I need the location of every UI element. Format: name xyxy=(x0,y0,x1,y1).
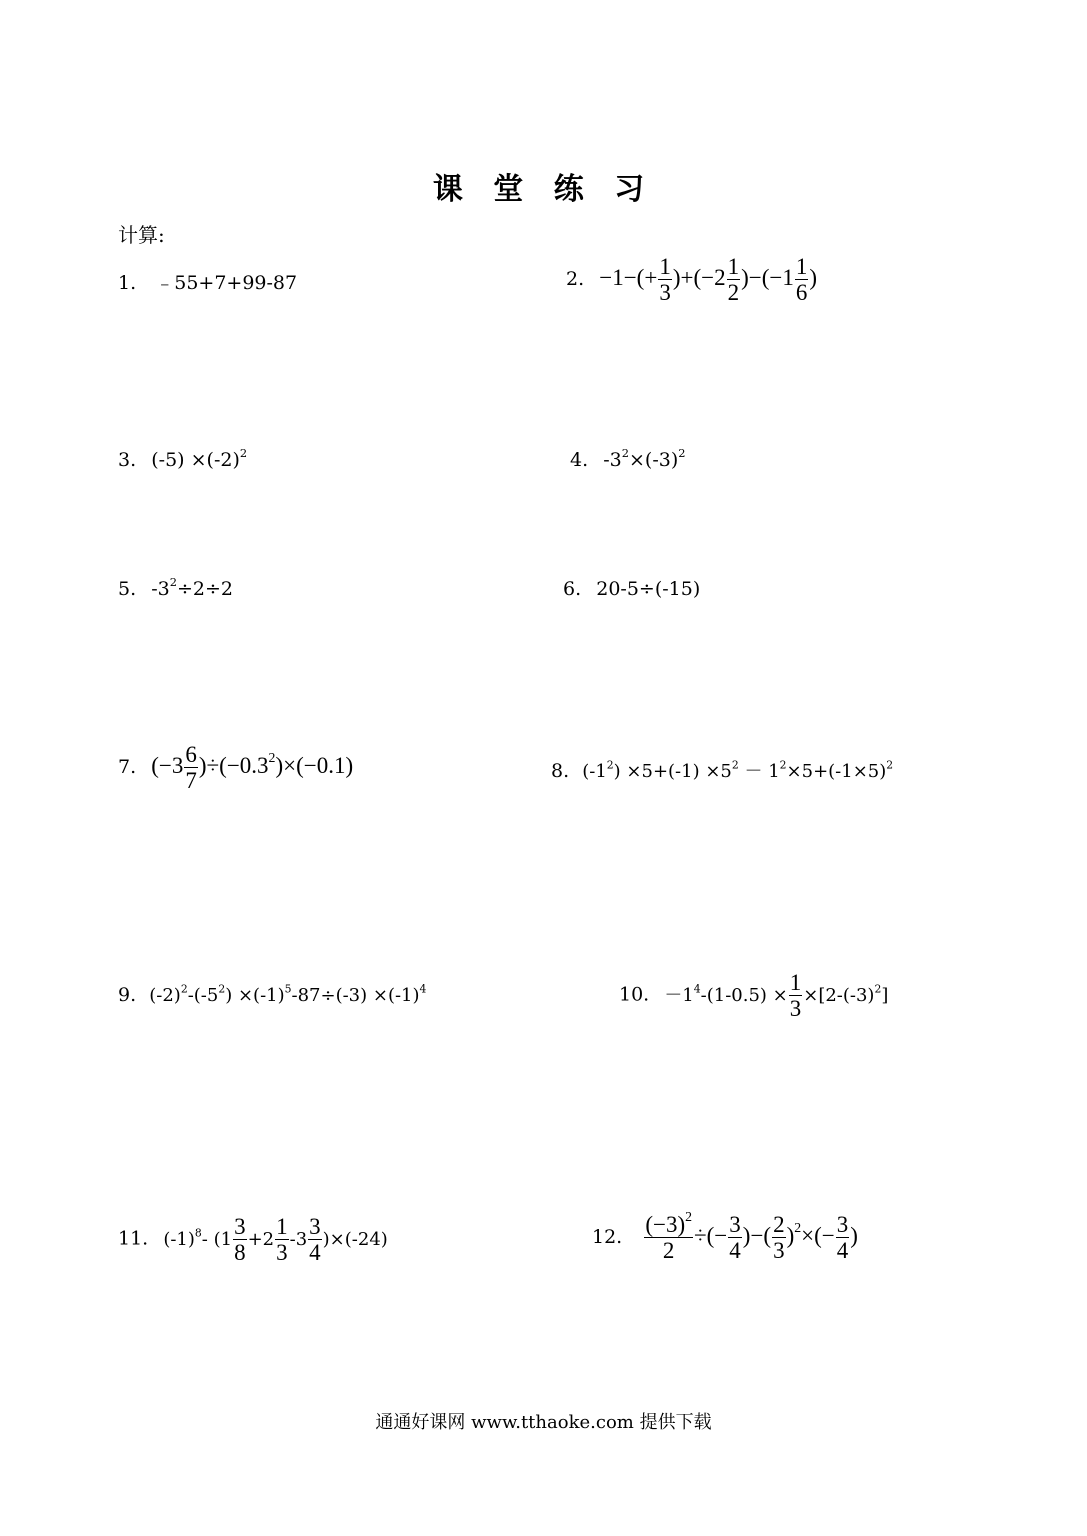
problem-1 xyxy=(118,268,297,295)
problem-expression: $-1^4-(1-0.5)$ × $\frac{1}{3}$ $\times[2-(-3)^2]$ xyxy=(664,970,889,1021)
problem-number: 12. xyxy=(592,1225,623,1248)
problem-expression: ﹣55+7+99-87 xyxy=(155,272,298,294)
problem-expression: 20-5÷(-15) xyxy=(596,578,701,600)
fraction: $\frac{3}{8}$ xyxy=(234,1214,246,1265)
problem-number: 3. xyxy=(118,449,137,471)
problem-expression: $-3^2\times(-3)^2$ xyxy=(603,445,686,471)
problem-6 xyxy=(563,578,700,600)
fraction: $\frac{3}{4}$ xyxy=(836,1212,849,1263)
fraction: $\frac{6}{7}$ xyxy=(185,742,197,793)
problem-expression: $\frac{(-3)^2}{2}$ ÷(− $\frac{3}{4}$ )−( $\frac{2}{3}$ )$^2$×(− $\frac{3}{4}$ ) xyxy=(645,1208,858,1263)
fraction: $\frac{1}{3}$ xyxy=(276,1214,288,1265)
problem-number: 5. xyxy=(118,578,137,600)
fraction: $\frac{3}{4}$ xyxy=(309,1214,321,1265)
problem-12 xyxy=(592,1208,858,1263)
problem-expression: $-3^2\div 2\div 2$ xyxy=(151,574,234,600)
problem-7 xyxy=(118,742,353,793)
problem-10 xyxy=(619,970,888,1021)
problem-number: 7. xyxy=(118,755,137,778)
problem-9 xyxy=(118,984,426,1006)
problem-expression: −1−(+ $\frac{1}{3}$ )+(−2 $\frac{1}{2}$ )−(−1 $\frac{1}{6}$ ) xyxy=(599,254,818,305)
problem-number: 8. xyxy=(551,760,570,782)
fraction: $\frac{1}{2}$ xyxy=(727,254,740,305)
fraction: $\frac{3}{4}$ xyxy=(729,1212,741,1263)
problem-number: 11. xyxy=(118,1227,149,1250)
problem-number: 4. xyxy=(570,449,589,471)
problem-5 xyxy=(118,574,234,600)
problem-3 xyxy=(118,445,248,471)
fraction: $\frac{1}{3}$ xyxy=(789,970,802,1021)
problem-number: 10. xyxy=(619,983,650,1006)
problem-expression: $(-5) \times(-2)^2$ xyxy=(151,445,248,471)
problem-11 xyxy=(118,1214,388,1265)
problem-number: 2. xyxy=(566,267,585,290)
problem-number: 9. xyxy=(118,984,137,1006)
fraction: $\frac{1}{6}$ xyxy=(795,254,808,305)
problem-expression: $(-1)^8-$ (1 $\frac{3}{8}$ +2 $\frac{1}{3}$ -3 $\frac{3}{4}$ )×(-24) xyxy=(163,1214,388,1265)
fraction: $\frac{1}{3}$ xyxy=(659,254,671,305)
problem-8 xyxy=(551,757,893,783)
fraction: $\frac{2}{3}$ xyxy=(773,1212,785,1263)
instruction-label: 计算: xyxy=(118,223,165,247)
problem-4 xyxy=(570,445,686,471)
page-title: 课 堂 练 习 xyxy=(432,172,655,207)
problem-expression: $(-2)^2-(-5^2) \times(-1)^5-87\div(-3) \times(-1)^4$ xyxy=(149,982,427,1006)
problem-expression: $(-1^2) \times 5+(-1) \times 5^2 - 1^2\times 5+(-1\times 5)^2$ xyxy=(582,758,894,782)
problem-2 xyxy=(566,254,817,305)
problem-expression: (−3 $\frac{6}{7}$ )$\div(-0.3^2)\times(-0.1)$ xyxy=(151,742,354,793)
footer-credit: 通通好课网 www.tthaoke.com 提供下载 xyxy=(375,1412,712,1433)
fraction: $\frac{(-3)^2}{2}$ xyxy=(645,1208,693,1263)
problem-number: 1. xyxy=(118,272,137,294)
problem-number: 6. xyxy=(563,578,582,600)
